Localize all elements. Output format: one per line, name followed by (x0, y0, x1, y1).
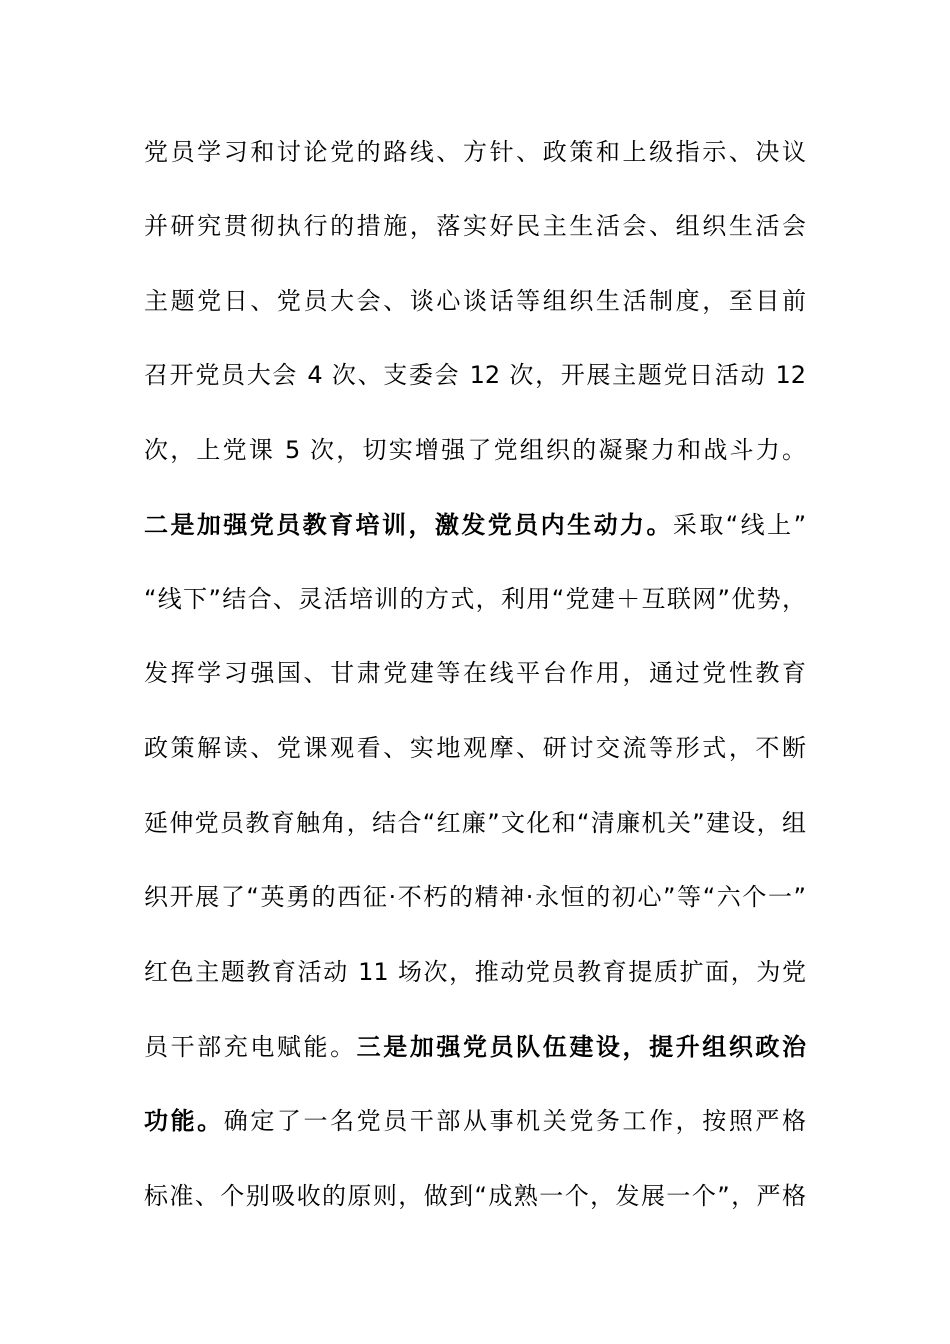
bold-heading-run: 功能。 (144, 1107, 224, 1135)
text-line (144, 952, 806, 992)
text-run: 主题党日、党员大会、谈心谈话等组织生活制度，至目前 (144, 287, 806, 315)
text-run: 红色主题教育活动 11 场次，推动党员教育提质扩面，为党 (144, 958, 806, 986)
text-run: 员干部充电赋能。 (144, 1033, 357, 1061)
text-run: 发挥学习强国、甘肃党建等在线平台作用，通过党性教育 (144, 659, 806, 687)
text-line (144, 505, 806, 545)
text-line (144, 728, 806, 768)
text-run: 并研究贯彻执行的措施，落实好民主生活会、组织生活会 (144, 212, 806, 240)
text-run: 召开党员大会 4 次、支委会 12 次，开展主题党日活动 12 (144, 361, 806, 389)
text-run: 延伸党员教育触角，结合“红廉”文化和“清廉机关”建设，组 (144, 809, 806, 837)
text-line (144, 1027, 806, 1067)
text-run: 政策解读、党课观看、实地观摩、研讨交流等形式，不断 (144, 734, 806, 762)
text-run: 次，上党课 5 次，切实增强了党组织的凝聚力和战斗力。 (144, 436, 806, 464)
text-line (144, 803, 806, 843)
text-run: 标准、个别吸收的原则，做到“成熟一个，发展一个”，严格 (144, 1182, 806, 1210)
text-line (144, 579, 806, 619)
text-line (144, 653, 806, 693)
text-line (144, 132, 806, 172)
text-run: 织开展了“英勇的西征·不朽的精神·永恒的初心”等“六个一” (144, 883, 806, 911)
text-run: 确定了一名党员干部从事机关党务工作，按照严格 (223, 1107, 806, 1135)
text-line (144, 281, 806, 321)
text-line (144, 355, 806, 395)
text-run: 采取“线上” (672, 511, 806, 539)
bold-heading-run: 二是加强党员教育培训，激发党员内生动力。 (144, 511, 673, 539)
text-run: “线下”结合、灵活培训的方式，利用“党建＋互联网”优势， (144, 585, 806, 613)
text-line (144, 1176, 806, 1216)
text-run: 党员学习和讨论党的路线、方针、政策和上级指示、决议 (144, 138, 806, 166)
bold-heading-run: 三是加强党员队伍建设，提升组织政治 (356, 1033, 806, 1061)
text-line (144, 877, 806, 917)
text-line (144, 1101, 806, 1141)
text-line (144, 430, 806, 470)
text-line (144, 206, 806, 246)
